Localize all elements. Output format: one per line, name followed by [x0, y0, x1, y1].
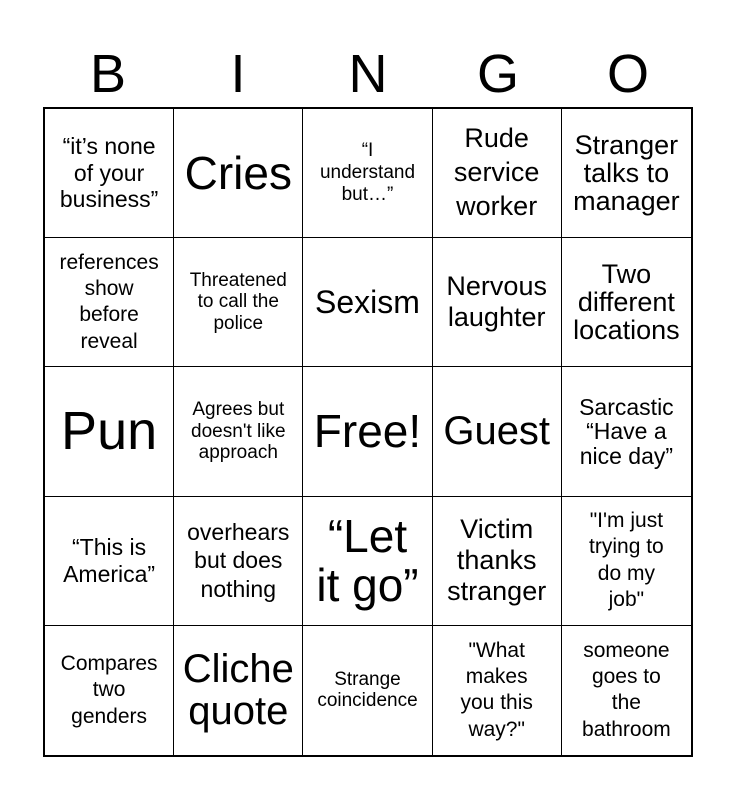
bingo-cell-text: Cries — [184, 146, 292, 199]
bingo-cell-r4-c4[interactable] — [433, 497, 562, 626]
bingo-cell-text: Stranger talks to manager — [573, 129, 680, 217]
bingo-cell-r3-c4[interactable] — [433, 367, 562, 496]
bingo-cell-r5-c1[interactable] — [45, 626, 174, 755]
bingo-cell-text: “I understand but…” — [319, 140, 416, 206]
bingo-cell-r1-c2[interactable] — [174, 109, 303, 238]
bingo-cell-text: “This is America” — [63, 534, 156, 587]
bingo-cell-text: “it’s none of your business” — [59, 133, 159, 213]
bingo-board — [43, 107, 693, 757]
bingo-cell-r4-c5[interactable] — [562, 497, 691, 626]
bingo-header — [43, 42, 693, 106]
bingo-cell-text: someone goes to the bathroom — [582, 638, 671, 741]
header-letter-g: G — [476, 44, 519, 104]
bingo-cell-r3-c3 free-space[interactable] — [303, 367, 432, 496]
header-letter-b: B — [89, 44, 127, 104]
bingo-cell-r2-c5[interactable] — [562, 238, 691, 367]
bingo-cell-r5-c2[interactable] — [174, 626, 303, 755]
bingo-cell-r2-c2[interactable] — [174, 238, 303, 367]
bingo-cell-text: "What makes you this way?" — [460, 638, 533, 741]
bingo-cell-r2-c1[interactable] — [45, 238, 174, 367]
bingo-cell-r2-c3[interactable] — [303, 238, 432, 367]
bingo-cell-r5-c3[interactable] — [303, 626, 432, 755]
bingo-cell-text: overhears but does nothing — [187, 518, 290, 603]
bingo-cell-text: "I'm just trying to do my job" — [589, 509, 664, 611]
bingo-cell-text: Agrees but doesn't like approach — [191, 398, 286, 464]
bingo-cell-text: Two different locations — [573, 258, 680, 346]
bingo-cell-r4-c2[interactable] — [174, 497, 303, 626]
bingo-cell-r5-c5[interactable] — [562, 626, 691, 755]
header-letter-o: O — [606, 44, 649, 104]
bingo-cell-text: Guest — [443, 409, 551, 454]
bingo-cell-text: Rude service worker — [453, 123, 540, 221]
bingo-cell-r1-c1[interactable] — [45, 109, 174, 238]
bingo-cell-r3-c1[interactable] — [45, 367, 174, 496]
bingo-cell-text: Sarcastic “Have a nice day” — [579, 394, 674, 469]
bingo-cell-r4-c3[interactable] — [303, 497, 432, 626]
bingo-cell-text: “Let it go” — [316, 510, 419, 611]
bingo-cell-r4-c1[interactable] — [45, 497, 174, 626]
bingo-cell-r5-c4[interactable] — [433, 626, 562, 755]
bingo-cell-r2-c4[interactable] — [433, 238, 562, 367]
bingo-cell-text: references show before reveal — [59, 250, 159, 353]
bingo-cell-r1-c4[interactable] — [433, 109, 562, 238]
bingo-cell-text: Victim thanks stranger — [447, 514, 547, 607]
header-letter-i: I — [230, 44, 246, 104]
bingo-cell-text: Strange coincidence — [317, 668, 418, 712]
bingo-cell-text: Sexism — [315, 283, 420, 320]
bingo-cell-r1-c3[interactable] — [303, 109, 432, 238]
bingo-cell-text: Free! — [313, 405, 422, 458]
bingo-cell-r3-c2[interactable] — [174, 367, 303, 496]
bingo-cell-r3-c5[interactable] — [562, 367, 691, 496]
bingo-cell-r1-c5[interactable] — [562, 109, 691, 238]
bingo-cell-text: Nervous laughter — [446, 271, 547, 333]
header-letter-n: N — [348, 44, 388, 104]
bingo-cell-text: Compares two genders — [60, 652, 158, 728]
bingo-cell-text: Pun — [61, 401, 158, 462]
bingo-cell-text: Cliche quote — [182, 647, 294, 734]
bingo-cell-text: Threatened to call the police — [189, 269, 287, 335]
